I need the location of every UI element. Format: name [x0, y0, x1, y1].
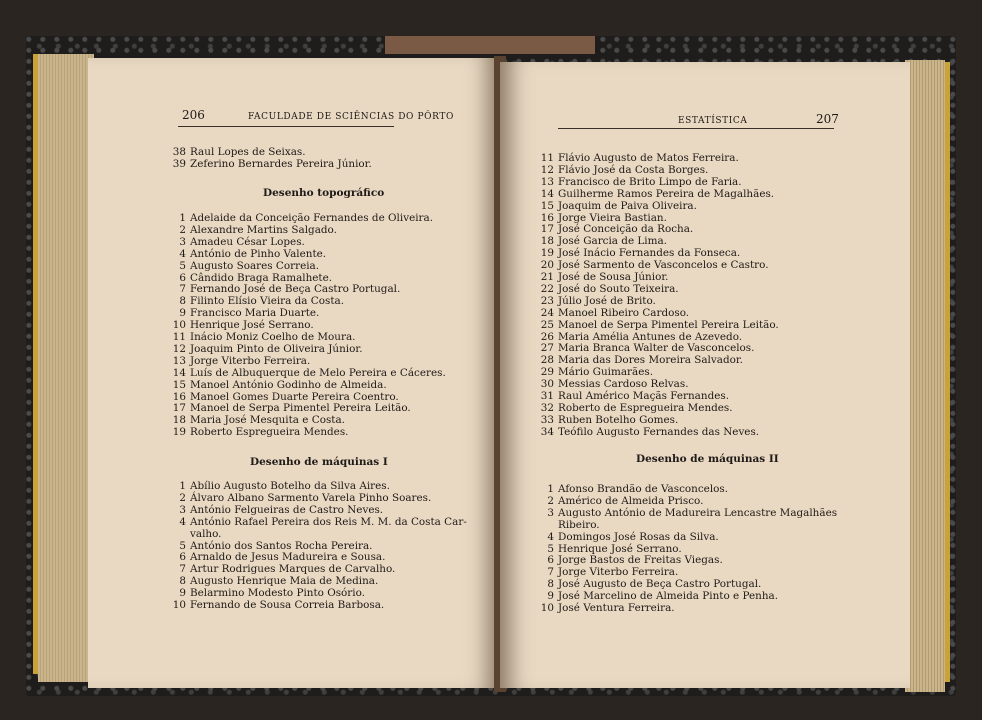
item-name: Ruben Botelho Gomes.	[558, 413, 679, 426]
item-number: 34	[540, 425, 554, 438]
item-number: 4	[179, 515, 186, 528]
list-item	[168, 480, 390, 492]
item-number: 23	[540, 294, 554, 307]
item-name: José do Souto Teixeira.	[558, 282, 679, 295]
list-item	[168, 158, 372, 170]
item-name: Belarmino Modesto Pinto Osório.	[190, 587, 365, 600]
item-name: Luís de Albuquerque de Melo Pereira e Cáceres.	[190, 366, 446, 379]
item-name: Manoel Ribeiro Cardoso.	[558, 306, 690, 319]
item-name: José Inácio Fernandes da Fonseca.	[558, 247, 741, 260]
item-name: Afonso Brandão de Vasconcelos.	[558, 483, 729, 495]
list-item	[168, 307, 319, 319]
item-number: 24	[540, 306, 554, 319]
list-item	[168, 283, 400, 295]
item-name: Alexandre Martins Salgado.	[190, 223, 337, 236]
running-head: ESTATÍSTICA	[678, 116, 748, 126]
item-name: Jorge Bastos de Freitas Viegas.	[558, 554, 723, 567]
item-name: Abílio Augusto Botelho da Silva Aires.	[190, 480, 390, 492]
item-number: 8	[179, 295, 186, 308]
item-name: Roberto Espregueira Mendes.	[190, 426, 349, 439]
list-item	[536, 200, 697, 212]
list-item	[168, 343, 363, 355]
item-name: Arnaldo de Jesus Madureira e Sousa.	[190, 551, 386, 564]
item-name: José Conceição da Rocha.	[558, 223, 694, 236]
item-number: 17	[540, 223, 554, 236]
item-name: Messias Cardoso Relvas.	[558, 378, 689, 391]
item-number: 16	[172, 390, 186, 403]
item-number: 10	[540, 602, 554, 614]
page-number: 206	[182, 108, 205, 122]
list-item	[536, 495, 703, 507]
left-page	[88, 58, 498, 688]
item-number: 39	[172, 157, 186, 170]
list-item	[168, 260, 319, 272]
list-item	[536, 259, 769, 271]
item-name: Maria Amélia Antunes de Azevedo.	[558, 330, 743, 343]
item-number: 12	[172, 342, 186, 355]
item-name: Augusto Soares Correia.	[190, 259, 320, 272]
item-number: 2	[547, 494, 554, 507]
item-number: 27	[540, 342, 554, 355]
list-item	[168, 587, 365, 599]
list-item	[168, 391, 399, 403]
list-item	[536, 402, 733, 414]
item-name: Fernando de Sousa Correia Barbosa.	[190, 599, 385, 611]
item-name: Augusto António de Madureira Lencastre Magalhães	[558, 506, 838, 519]
item-name: Maria José Mesquita e Costa.	[190, 414, 345, 427]
running-head: FACULDADE DE SCIÊNCIAS DO PÔRTO	[248, 112, 454, 122]
item-name: Mário Guimarães.	[558, 366, 653, 379]
item-number: 5	[547, 542, 554, 555]
item-number: 33	[540, 413, 554, 426]
item-name: Álvaro Albano Sarmento Varela Pinho Soares.	[190, 491, 432, 504]
item-number: 20	[540, 259, 554, 272]
list-item	[168, 528, 221, 540]
item-number: 8	[547, 578, 554, 591]
list-item	[168, 599, 384, 611]
item-number: 5	[179, 539, 186, 552]
item-number: 12	[540, 163, 554, 176]
item-name: Jorge Viterbo Ferreira.	[558, 566, 679, 579]
item-number: 3	[179, 503, 186, 516]
item-number: 18	[172, 414, 186, 427]
list-item	[536, 283, 679, 295]
item-number: 16	[540, 211, 554, 224]
item-name: Zeferino Bernardes Pereira Júnior.	[190, 157, 372, 170]
item-name: Domingos José Rosas da Silva.	[558, 530, 719, 543]
item-number: 19	[540, 247, 554, 260]
item-number: 15	[540, 199, 554, 212]
item-number: 22	[540, 282, 554, 295]
list-item	[168, 367, 446, 379]
item-name: Manoel de Serpa Pimentel Pereira Leitão.	[190, 402, 411, 415]
list-item	[536, 235, 667, 247]
item-name: Henrique José Serrano.	[190, 319, 314, 332]
item-number: 15	[172, 378, 186, 391]
item-number: 11	[540, 152, 554, 164]
item-number: 19	[172, 426, 186, 439]
item-name: Adelaide da Conceição Fernandes de Oliveira.	[190, 212, 434, 224]
item-name: Jorge Viterbo Ferreira.	[190, 354, 311, 367]
list-item	[536, 602, 675, 614]
section-title: Desenho de máquinas II	[636, 453, 779, 465]
list-item	[536, 566, 678, 578]
list-item	[536, 212, 667, 224]
item-number: 6	[179, 551, 186, 564]
item-number: 13	[540, 175, 554, 188]
item-name: José Ventura Ferreira.	[558, 602, 675, 614]
item-name: António de Pinho Valente.	[190, 247, 327, 260]
list-item	[168, 551, 385, 563]
item-number: 5	[179, 259, 186, 272]
list-item	[536, 354, 743, 366]
item-number: 11	[172, 331, 186, 343]
item-name: Flávio Augusto de Matos Ferreira.	[558, 152, 739, 164]
list-item	[168, 504, 383, 516]
head-rule	[558, 128, 834, 129]
head-rule	[178, 126, 394, 127]
item-number: 1	[179, 212, 186, 224]
item-number: 4	[547, 530, 554, 543]
item-name: Filinto Elísio Vieira da Costa.	[190, 295, 344, 308]
item-name: António Felgueiras de Castro Neves.	[190, 503, 384, 516]
item-number: 21	[540, 271, 554, 283]
item-number: 4	[179, 247, 186, 260]
item-name: Inácio Moniz Coelho de Moura.	[190, 331, 356, 343]
list-item	[168, 248, 326, 260]
list-item	[168, 426, 348, 438]
item-name: Raul Américo Maçãs Fernandes.	[558, 390, 730, 402]
list-item	[168, 212, 433, 224]
item-name: Jorge Vieira Bastian.	[558, 211, 667, 224]
list-item	[536, 519, 600, 531]
item-name: Manoel de Serpa Pimentel Pereira Leitão.	[558, 318, 779, 331]
item-number: 3	[547, 506, 554, 519]
list-item	[536, 414, 678, 426]
list-item	[536, 507, 837, 519]
list-item	[536, 342, 754, 354]
item-number: 18	[540, 235, 554, 248]
list-item	[168, 224, 337, 236]
item-number: 7	[547, 566, 554, 579]
page-stack-right	[905, 60, 945, 692]
list-item	[168, 379, 387, 391]
list-item	[536, 366, 653, 378]
list-item	[536, 164, 708, 176]
list-item	[536, 531, 719, 543]
list-item	[536, 483, 728, 495]
item-name: Américo de Almeida Prisco.	[558, 494, 704, 507]
list-item	[536, 223, 693, 235]
item-number: 31	[540, 390, 554, 402]
item-name: Manoel Gomes Duarte Pereira Coentro.	[190, 390, 399, 403]
list-item	[168, 575, 378, 587]
section-title: Desenho de máquinas I	[250, 456, 388, 468]
item-number: 9	[547, 590, 554, 603]
item-name: António Rafael Pereira dos Reis M. M. da Costa Car-	[190, 515, 467, 528]
list-item	[168, 236, 305, 248]
list-item	[168, 355, 310, 367]
item-name: Ribeiro.	[558, 518, 600, 531]
item-name: Flávio José da Costa Borges.	[558, 163, 709, 176]
item-number: 17	[172, 402, 186, 415]
item-name: Maria das Dores Moreira Salvador.	[558, 354, 743, 367]
item-number: 2	[179, 223, 186, 236]
list-item	[536, 188, 774, 200]
item-name: Maria Branca Walter de Vasconcelos.	[558, 342, 755, 355]
item-name: Teófilo Augusto Fernandes das Neves.	[558, 425, 760, 438]
item-name: Fernando José de Beça Castro Portugal.	[190, 283, 401, 296]
list-item	[536, 554, 723, 566]
right-page	[500, 62, 910, 688]
item-name: Francisco de Brito Limpo de Faria.	[558, 175, 742, 188]
item-number: 13	[172, 354, 186, 367]
item-name: José Garcia de Lima.	[558, 235, 667, 248]
list-item	[536, 307, 689, 319]
list-item	[536, 247, 740, 259]
item-number: 14	[540, 187, 554, 200]
list-item	[536, 426, 759, 438]
list-item	[536, 176, 742, 188]
list-item	[536, 319, 779, 331]
item-number: 26	[540, 330, 554, 343]
item-number: 1	[547, 483, 554, 495]
list-item	[168, 331, 355, 343]
item-name: Júlio José de Brito.	[558, 294, 656, 307]
item-number: 7	[179, 283, 186, 296]
item-name: Henrique José Serrano.	[558, 542, 682, 555]
list-item	[536, 331, 742, 343]
item-name: José de Sousa Júnior.	[558, 271, 669, 283]
list-item	[168, 402, 411, 414]
list-item	[536, 543, 682, 555]
item-name: valho.	[190, 527, 222, 540]
item-number: 9	[179, 307, 186, 320]
item-number: 10	[172, 599, 186, 611]
item-name: Guilherme Ramos Pereira de Magalhães.	[558, 187, 775, 200]
list-item	[536, 378, 689, 390]
item-number: 9	[179, 587, 186, 600]
item-number: 38	[172, 146, 186, 158]
item-name: Francisco Maria Duarte.	[190, 307, 320, 320]
item-name: Augusto Henrique Maia de Medina.	[190, 575, 379, 588]
item-number: 14	[172, 366, 186, 379]
page-stack-left	[38, 54, 94, 682]
list-item	[168, 272, 332, 284]
item-number: 1	[179, 480, 186, 492]
item-name: José Augusto de Beça Castro Portugal.	[558, 578, 762, 591]
spine-tab	[385, 36, 595, 54]
item-number: 7	[179, 563, 186, 576]
list-item	[168, 563, 395, 575]
list-item	[168, 414, 345, 426]
item-name: José Sarmento de Vasconcelos e Castro.	[558, 259, 769, 272]
item-number: 6	[547, 554, 554, 567]
item-number: 32	[540, 401, 554, 414]
item-name: Raul Lopes de Seixas.	[190, 146, 306, 158]
section-title: Desenho topográfico	[263, 187, 385, 199]
list-item	[168, 540, 372, 552]
item-number: 29	[540, 366, 554, 379]
list-item	[536, 390, 729, 402]
item-name: José Marcelino de Almeida Pinto e Penha.	[558, 590, 779, 603]
item-name: Roberto de Espregueira Mendes.	[558, 401, 733, 414]
item-number: 3	[179, 235, 186, 248]
list-item	[168, 319, 314, 331]
item-number: 2	[179, 491, 186, 504]
list-item	[536, 152, 739, 164]
list-item	[168, 492, 431, 504]
item-number: 25	[540, 318, 554, 331]
item-name: Amadeu César Lopes.	[190, 235, 305, 248]
list-item	[168, 516, 467, 528]
item-name: Artur Rodrigues Marques de Carvalho.	[190, 563, 396, 576]
list-item	[536, 295, 656, 307]
list-item	[536, 271, 668, 283]
item-number: 28	[540, 354, 554, 367]
list-item	[168, 295, 344, 307]
item-number: 8	[179, 575, 186, 588]
item-name: António dos Santos Rocha Pereira.	[190, 539, 373, 552]
item-number: 6	[179, 271, 186, 284]
page-number: 207	[816, 112, 839, 126]
list-item	[536, 590, 778, 602]
item-name: Cândido Braga Ramalhete.	[190, 271, 333, 284]
item-name: Joaquim Pinto de Oliveira Júnior.	[190, 342, 363, 355]
item-number: 10	[172, 319, 186, 332]
list-item	[536, 578, 761, 590]
list-item	[168, 146, 306, 158]
item-name: Joaquim de Paiva Oliveira.	[558, 199, 697, 212]
item-name: Manoel António Godinho de Almeida.	[190, 378, 387, 391]
item-number: 30	[540, 378, 554, 391]
